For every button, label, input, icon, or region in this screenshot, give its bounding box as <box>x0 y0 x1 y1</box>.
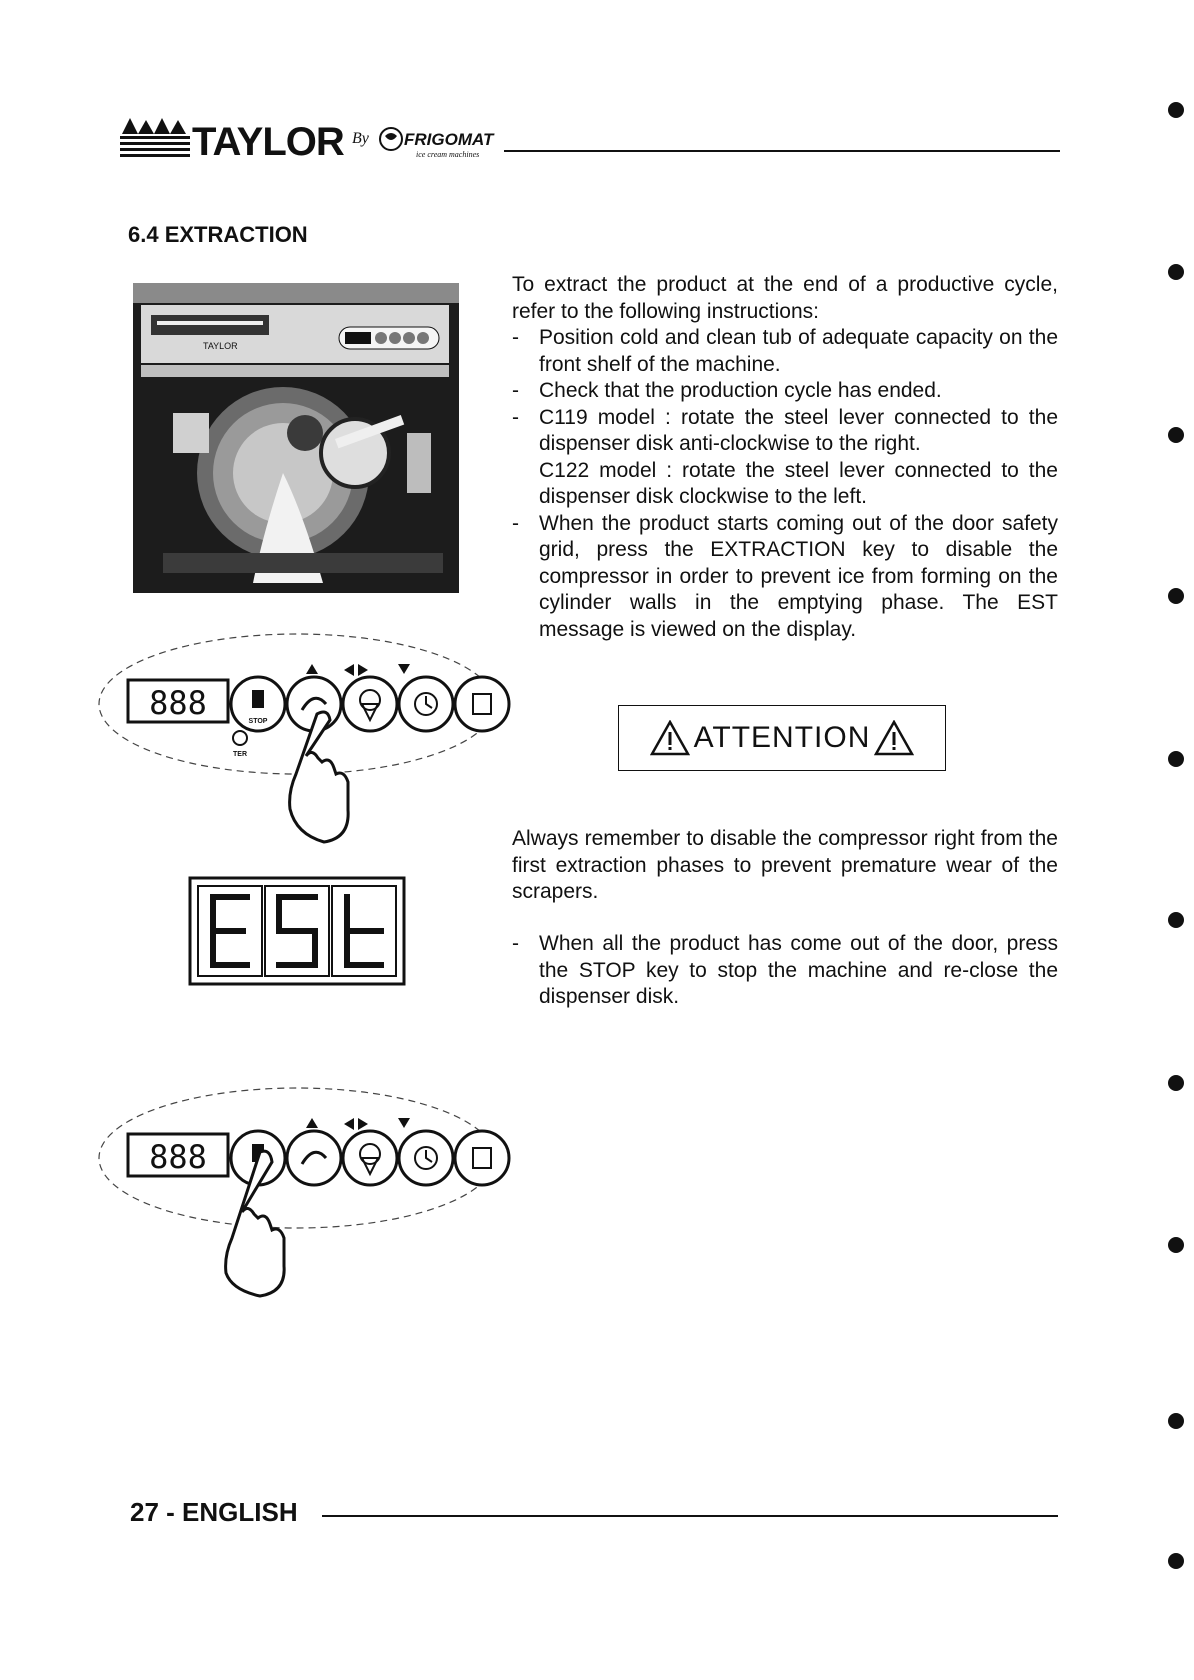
step-item: - When the product starts coming out of the door safety grid, press the EXTRACTION key to disable the compressor in order to prevent ice from forming on the cylinder walls in the emptying phase. The EST message is viewed on the display. <box>512 511 1058 641</box>
step-item: - C119 model : rotate the steel lever connected to the dispenser disk anti-clockwise to the right. <box>512 405 1058 455</box>
tub-key-icon <box>455 677 509 731</box>
arrow-up-icon <box>306 1118 318 1128</box>
punch-hole <box>1168 912 1184 928</box>
instructions <box>512 272 1058 643</box>
frigomat-mark-icon <box>376 124 406 154</box>
punch-hole <box>1168 1237 1184 1253</box>
photo-brand-label: TAYLOR <box>203 341 238 351</box>
arrows-left-right-icon <box>344 664 368 676</box>
page-number: 27 - ENGLISH <box>130 1497 298 1527</box>
punch-hole <box>1168 751 1184 767</box>
punch-hole <box>1168 102 1184 118</box>
punch-hole <box>1168 1413 1184 1429</box>
step-item: - Position cold and clean tub of adequate capacity on the front shelf of the machine. <box>512 326 1058 376</box>
control-panel-extraction <box>92 624 512 844</box>
ter-label: TER <box>233 751 247 758</box>
punch-hole <box>1168 264 1184 280</box>
warning-triangle-icon <box>874 720 914 756</box>
step-list <box>512 931 1058 1011</box>
pressing-hand-icon <box>290 712 349 842</box>
arrows-left-right-icon <box>344 1118 368 1130</box>
final-step <box>512 931 1058 1011</box>
taylor-crown-logo-icon <box>120 116 190 160</box>
brand-by: By <box>352 130 369 147</box>
est-display-text: ESt <box>296 946 298 947</box>
control-panel-stop <box>92 1078 512 1298</box>
step-text: When all the product has come out of the door, press the STOP key to stop the machine and re-close the dispenser disk. <box>539 932 1058 1008</box>
brand-frigomat: FRIGOMAT <box>404 130 494 149</box>
tub-key-icon <box>455 1131 509 1185</box>
clock-key-icon <box>399 1131 453 1185</box>
step-list <box>512 511 1058 644</box>
punch-hole <box>1168 1075 1184 1091</box>
arrow-down-icon <box>398 664 410 674</box>
step-list <box>512 325 1058 458</box>
step-text: When the product starts coming out of the door safety grid, press the EXTRACTION key to disable the compressor in order to prevent ice from forming on the cylinder walls in the emptying phase. The EST message is viewed on the display. <box>539 511 1058 641</box>
machine-photo <box>133 283 459 593</box>
punch-hole <box>1168 588 1184 604</box>
panel-display-888: 888 <box>149 1138 207 1176</box>
arrow-down-icon <box>398 1118 410 1128</box>
arrow-up-icon <box>306 664 318 674</box>
stop-key-label: STOP <box>248 718 268 725</box>
step-text: Position cold and clean tub of adequate capacity on the front shelf of the machine. <box>539 326 1058 376</box>
ice-cream-key-icon <box>343 677 397 731</box>
punch-hole <box>1168 1553 1184 1569</box>
page-header <box>120 112 1060 172</box>
brand-subtitle: ice cream machines <box>416 150 480 159</box>
attention-paragraph: Always remember to disable the compressor right from the first extraction phases to prevent premature wear of the scrapers. <box>512 827 1058 903</box>
clock-key-icon <box>399 677 453 731</box>
extraction-key-icon <box>287 1131 341 1185</box>
brand-taylor: TAYLOR <box>192 120 344 164</box>
punch-hole <box>1168 427 1184 443</box>
step-item: - When all the product has come out of the door, press the STOP key to stop the machine and re-close the dispenser disk. <box>512 932 1058 1008</box>
attention-label: ATTENTION <box>693 721 871 754</box>
machine-photo-illustration <box>133 283 459 593</box>
stop-key-icon <box>231 677 285 731</box>
section-title: 6.4 EXTRACTION <box>128 222 308 247</box>
footer-rule <box>322 1515 1058 1517</box>
step-text: C119 model : rotate the steel lever connected to the dispenser disk anti-clockwise to the right. <box>539 405 1058 455</box>
intro-paragraph: To extract the product at the end of a productive cycle, refer to the following instructions: <box>512 273 1058 323</box>
panel-display-888: 888 <box>149 684 207 722</box>
step-text: Check that the production cycle has ended. <box>539 379 942 402</box>
ter-led-icon <box>233 731 247 745</box>
header-rule <box>504 150 1060 152</box>
step-item: - Check that the production cycle has ended. <box>512 379 942 402</box>
warning-triangle-icon <box>650 720 690 756</box>
ice-cream-key-icon <box>343 1131 397 1185</box>
step-c122: C122 model : rotate the steel lever connected to the dispenser disk clockwise to the left. <box>539 458 1058 508</box>
attention-box <box>618 705 946 771</box>
est-display <box>188 876 406 986</box>
